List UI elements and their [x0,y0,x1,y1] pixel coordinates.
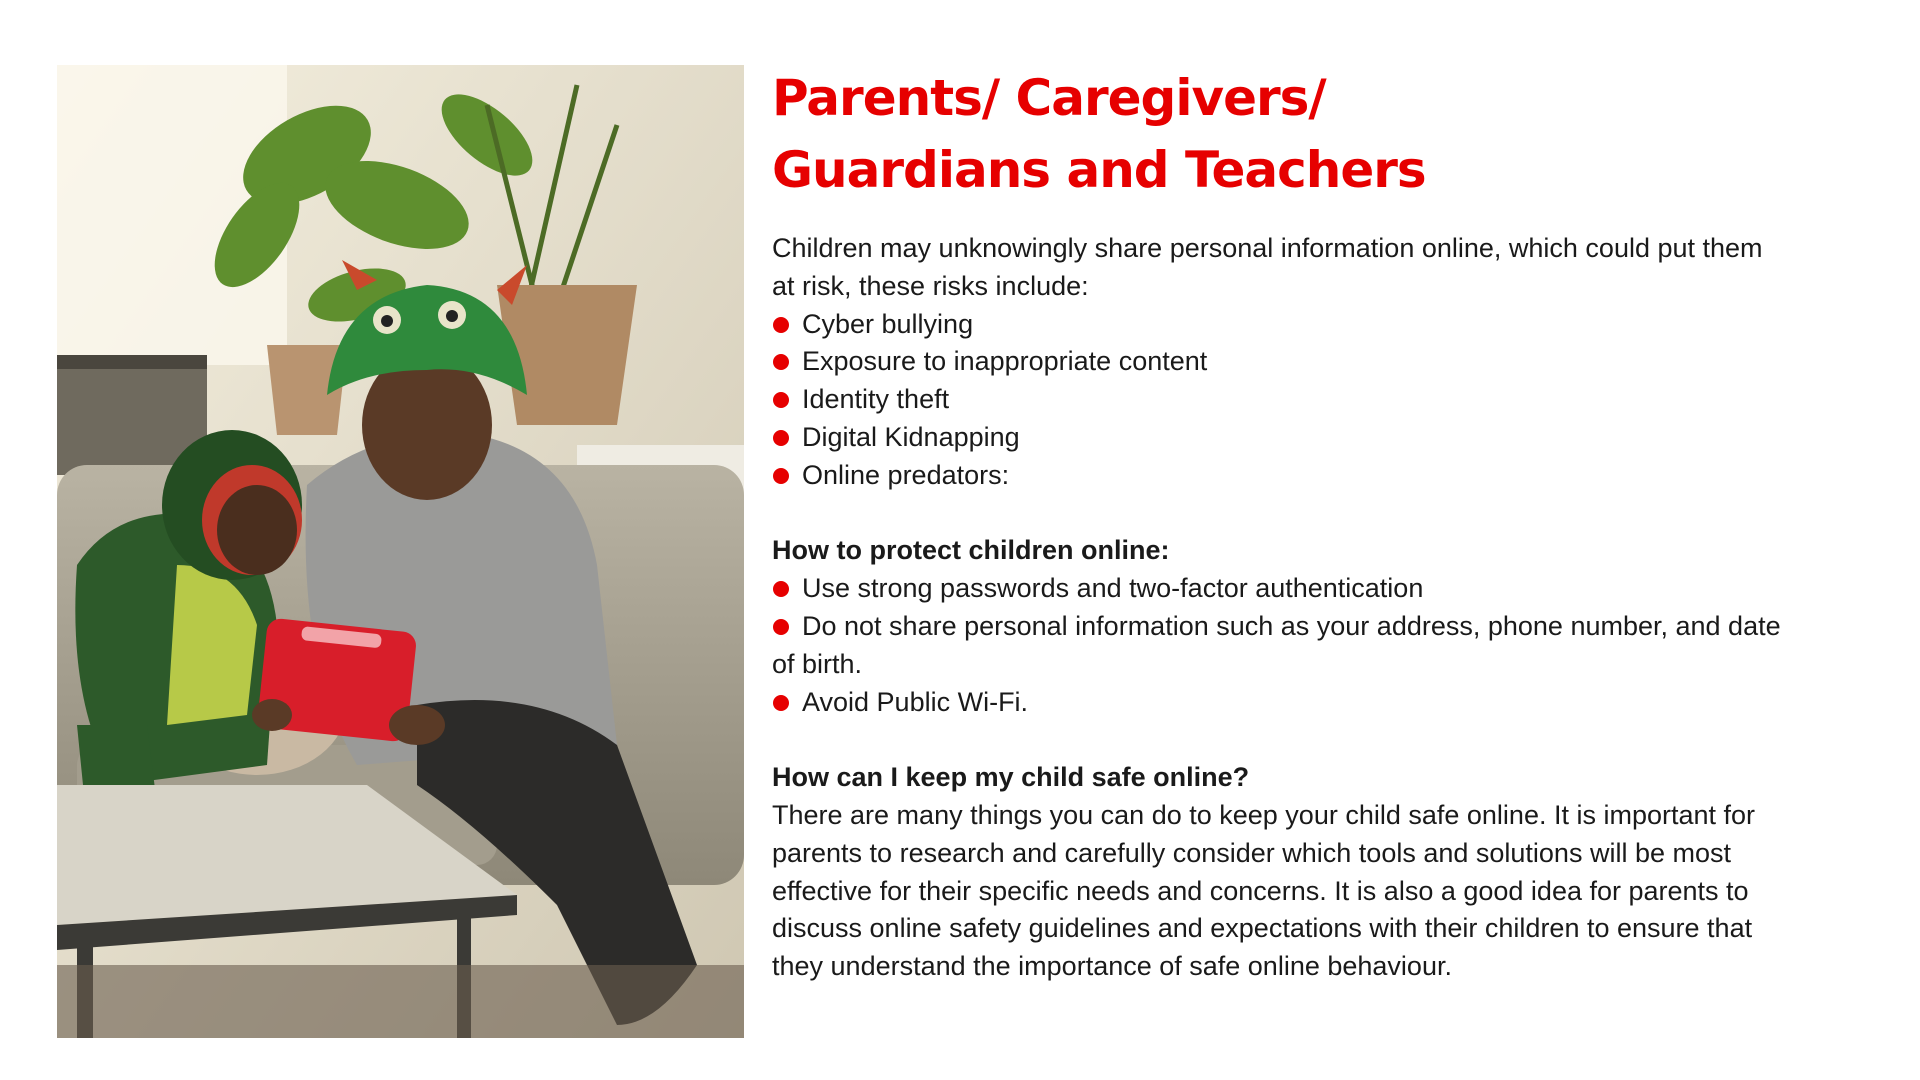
list-item [772,419,1782,457]
list-item [772,570,1782,608]
list-item [772,608,1782,684]
list-item-text: Exposure to inappropriate content [802,346,1208,377]
spacer [772,721,1782,759]
red-bullet-icon [773,619,789,635]
title-line-1: Parents/ Caregivers/ [772,69,1326,127]
page-title [772,62,1782,206]
red-bullet-icon [773,468,789,484]
body-text [772,230,1782,986]
list-item [772,306,1782,344]
protect-list [772,570,1782,721]
list-item [772,343,1782,381]
red-bullet-icon [773,430,789,446]
safe-heading: How can I keep my child safe online? [772,762,1250,793]
list-item [772,684,1782,722]
title-line-2: Guardians and Teachers [772,141,1426,199]
spacer [772,495,1782,533]
red-bullet-icon [773,392,789,408]
list-item-text: Avoid Public Wi-Fi. [802,686,1029,717]
family-tablet-photo [57,65,744,1038]
intro-paragraph: Children may unknowingly share personal information online, which could put them at risk, these risks include: [772,233,1763,301]
list-item [772,381,1782,419]
list-item-text: Online predators: [802,459,1010,490]
protect-heading: How to protect children online: [772,535,1170,566]
list-item-text: Cyber bullying [802,308,974,339]
content-column [772,62,1782,986]
list-item-text: Identity theft [802,384,950,415]
red-bullet-icon [773,354,789,370]
red-bullet-icon [773,695,789,711]
list-item-text: Digital Kidnapping [802,421,1020,452]
safe-paragraph: There are many things you can do to keep your child safe online. It is important for parents to research and carefully consider which tools and solutions will be most effective for their specific needs and concerns. It is also a good idea for parents to discuss online safety guidelines and expectations with their children to ensure that they understand the importance of safe online behaviour. [772,799,1756,982]
list-item-text: Do not share personal information such as your address, phone number, and date of birth. [772,610,1781,679]
list-item [772,457,1782,495]
red-bullet-icon [773,581,789,597]
red-bullet-icon [773,317,789,333]
list-item-text: Use strong passwords and two-factor authentication [802,573,1424,604]
risks-list [772,306,1782,495]
